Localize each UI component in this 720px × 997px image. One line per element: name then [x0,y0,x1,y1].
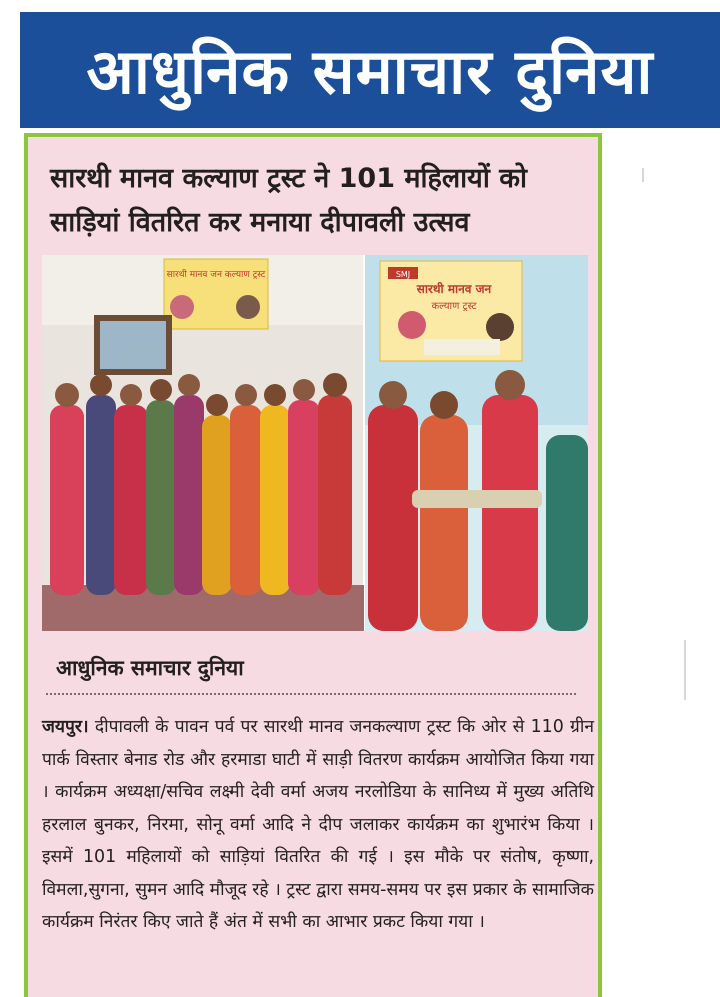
headline-line-2: साड़ियां वितरित कर मनाया दीपावली उत्सव [50,207,470,238]
headline [50,157,590,245]
edge-mark [642,168,644,182]
article-body [42,711,594,939]
event-photo-illustration [42,255,588,631]
edge-mark [684,640,686,700]
byline: आधुनिक समाचार दुनिया [56,656,244,680]
news-article [24,133,602,997]
banner-right-line2: कल्याण ट्रस्ट [431,301,477,312]
banner-right-logo: SMJ [395,270,411,279]
headline-line-1: सारथी मानव कल्याण ट्रस्ट ने 101 महिलायों को [50,163,527,194]
banner-left-text: सारथी मानव जन कल्याण ट्रस्ट [166,270,266,280]
masthead [20,12,720,128]
article-body-text: दीपावली के पावन पर्व पर सारथी मानव जनकल्याण ट्रस्ट कि ओर से 110 ग्रीन पार्क विस्तार बेनाड रोड और हरमाडा घाटी में साड़ी वितरण कार्यक्रम आयोजित किया गया । कार्यक्रम अध्यक्षा/सचिव लक्ष्मी देवी वर्मा अजय नरलोडिया के सानिध्य में मुख्य अतिथि हरलाल बुनकर, निरमा, सोनू वर्मा आदि ने दीप जलाकर कार्यक्रम का शुभारंभ किया । इसमें 101 महिलायों को साड़ियां वितरित की गई । इस मौके पर संतोष, कृष्णा, विमला,सुगना, सुमन आदि मौजूद रहे । ट्रस्ट द्वारा समय-समय पर इस प्रकार के सामाजिक कार्यक्रम निरंतर किए जाते हैं अंत में सभी का आभार प्रकट किया गया । [42,717,594,932]
banner-right-line1: सारथी मानव जन [416,282,492,296]
dotted-divider [46,693,576,695]
masthead-title: आधुनिक समाचार दुनिया [86,35,654,108]
photo-people-left [50,373,352,595]
dateline: जयपुर। [42,717,89,737]
event-photo [42,255,588,631]
